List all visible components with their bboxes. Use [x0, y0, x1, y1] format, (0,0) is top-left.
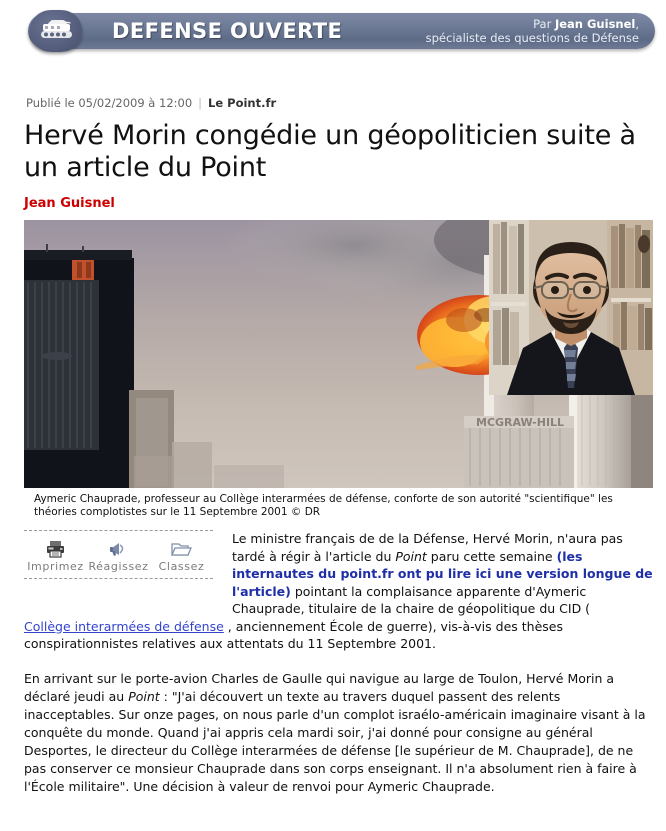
- site-header: [0, 0, 666, 62]
- meta-separator: |: [198, 96, 203, 110]
- print-action-label: Imprimez: [27, 560, 84, 573]
- byline-subtitle: spécialiste des questions de Défense: [425, 31, 639, 45]
- react-action-label: Réagissez: [88, 560, 149, 573]
- lead-text-2: paru cette semaine: [426, 548, 557, 564]
- caption-line-1: Aymeric Chauprade, professeur au Collège interarmées de défense, conforte de son autorité "scientifique": [34, 493, 595, 505]
- publish-date: Publié le 05/02/2009 à 12:00: [26, 96, 193, 110]
- caption-line-2: les théories complotistes sur le 11 Septembre 2001 © DR: [34, 493, 613, 518]
- article-actions-toolbar: [24, 530, 213, 579]
- tank-icon: [30, 10, 82, 52]
- long-version-link[interactable]: (les internautes du point.fr ont pu lire ici une version longue de l'article): [232, 548, 653, 599]
- body-italic-point-1: Point: [128, 688, 160, 704]
- print-action[interactable]: [25, 538, 87, 573]
- article-source: Le Point.fr: [208, 96, 277, 110]
- page-title: Hervé Morin congédie un géopoliticien suite à un article du Point: [24, 120, 636, 183]
- svg-text:MCGRAW-HILL: MCGRAW-HILL: [476, 416, 565, 429]
- article-figure: [24, 220, 653, 519]
- body-text-1: En arrivant sur le porte-avion Charles de Gaulle qui navigue au large de Toulon, Hervé Morin a déclaré jeudi au: [24, 670, 615, 704]
- banner-title: DEFENSE OUVERTE: [112, 19, 343, 43]
- chauprade-portrait: [489, 220, 653, 395]
- byline-prefix: Par: [533, 17, 555, 31]
- byline-comma: ,: [635, 17, 639, 31]
- article-body-paragraph: [24, 670, 652, 796]
- react-action[interactable]: [88, 538, 150, 573]
- article-meta: [26, 96, 666, 110]
- folder-icon: [151, 538, 213, 558]
- figure-caption: [34, 493, 649, 519]
- article-lead-paragraph: [232, 530, 658, 618]
- byline-author: Jean Guisnel: [554, 17, 636, 31]
- article-top-section: [0, 530, 666, 618]
- lead-italic-point-1: Point: [395, 548, 427, 564]
- lead-text-3: pointant la complaisance apparente d'Aymeric Chauprade, titulaire de la chaire de géopolitique du CID (: [232, 583, 591, 616]
- lead-text-1: Le ministre français de de la Défense, Hervé Morin, n'aura pas tardé à régir à l'article du: [232, 531, 623, 564]
- save-action-label: Classez: [158, 560, 205, 573]
- chauprade-portrait-graphic: [489, 220, 653, 395]
- defense-ouverte-banner: [28, 13, 655, 49]
- printer-icon: [25, 538, 87, 558]
- save-action[interactable]: [151, 538, 213, 573]
- cid-link[interactable]: Collège interarmées de défense: [24, 618, 224, 634]
- megaphone-icon: [88, 538, 150, 558]
- article-author: Jean Guisnel: [24, 196, 115, 211]
- banner-byline: [426, 17, 639, 45]
- wtc-photo: [24, 220, 653, 488]
- lead-text-4: , anciennement École de guerre), vis-à-vis des thèses conspirationnistes relatives aux attentats du 11 Septembre 2001.: [24, 618, 563, 651]
- body-text-2: : "J'ai découvert un texte au travers duquel passent des relents inacceptables. Sur onze pages, on nous parle d'un complot israélo-américain imaginaire visant à la conquête du monde. Quand j'ai appris cela mardi soir, j'ai donné pour consigne au général Desportes, le directeur du Collège interarmées de défense [le supérieur de M. Chauprade], de ne pas conserver ce monsieur Chauprade dans son corps enseignant. Il n'a absolument rien à faire à l'École militaire". Une décision à valeur de renvoi pour Aymeric Chauprade.: [24, 688, 646, 794]
- article-lead-continuation: [24, 618, 652, 653]
